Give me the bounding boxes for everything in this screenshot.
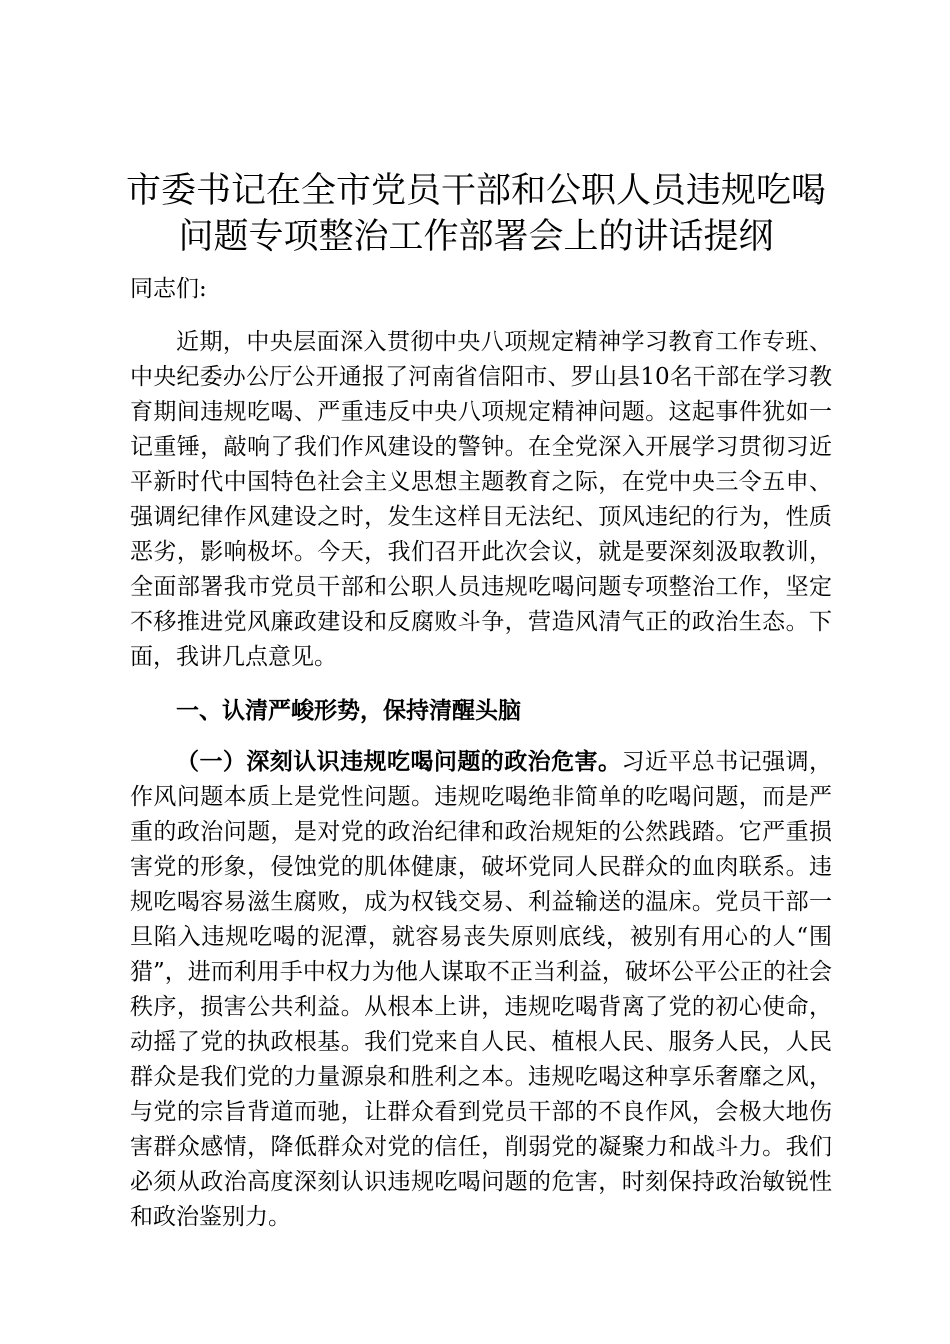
greeting: 同志们: [130, 276, 207, 302]
subsection-paragraph-1 [130, 744, 832, 1235]
document-body [130, 272, 832, 1253]
document-title [120, 168, 832, 260]
subsection-heading-1: （一）深刻认识违规吃喝问题的政治危害。 [176, 748, 622, 775]
title-line-1: 市委书记在全市党员干部和公职人员违规吃喝 [125, 171, 826, 211]
subsection-body-1: 习近平总书记强调，作风问题本质上是党性问题。违规吃喝绝非简单的吃喝问题，而是严重的政治问题，是对党的政治纪律和政治规矩的公然践踏。它严重损害党的形象，侵蚀党的肌体健康，破坏党同人民群众的血肉联系。违规吃喝容易滋生腐败，成为权钱交易、利益输送的温床。党员干部一旦陷入违规吃喝的泥潭，就容易丧失原则底线，被别有用心的人“围猎”，进而利用手中权力为他人谋取不正当利益，破坏公平公正的社会秩序，损害公共利益。从根本上讲，违规吃喝背离了党的初心使命，动摇了党的执政根基。我们党来自人民、植根人民、服务人民，人民群众是我们党的力量源泉和胜利之本。违规吃喝这种享乐奢靡之风，与党的宗旨背道而驰，让群众看到党员干部的不良作风，会极大地伤害群众感情，降低群众对党的信任，削弱党的凝聚力和战斗力。我们必须从政治高度深刻认识违规吃喝问题的危害，时刻保持政治敏锐性和政治鉴别力。 [130, 749, 833, 1230]
intro-paragraph: 近期，中央层面深入贯彻中央八项规定精神学习教育工作专班、中央纪委办公厅公开通报了河南省信阳市、罗山县10名干部在学习教育期间违规吃喝、严重违反中央八项规定精神问题。这起事件犹如一记重锤，敲响了我们作风建设的警钟。在全党深入开展学习贯彻习近平新时代中国特色社会主义思想主题教育之际，在党中央三令五申、强调纪律作风建设之时，发生这样目无法纪、顶风违纪的行为，性质恶劣，影响极坏。今天，我们召开此次会议，就是要深刻汲取教训，全面部署我市党员干部和公职人员违规吃喝问题专项整治工作，坚定不移推进党风廉政建设和反腐败斗争，营造风清气正的政治生态。下面，我讲几点意见。 [130, 329, 832, 670]
title-line-2: 问题专项整治工作部署会上的讲话提纲 [178, 217, 774, 257]
section-heading-1: 一、认清严峻形势，保持清醒头脑 [176, 697, 521, 724]
